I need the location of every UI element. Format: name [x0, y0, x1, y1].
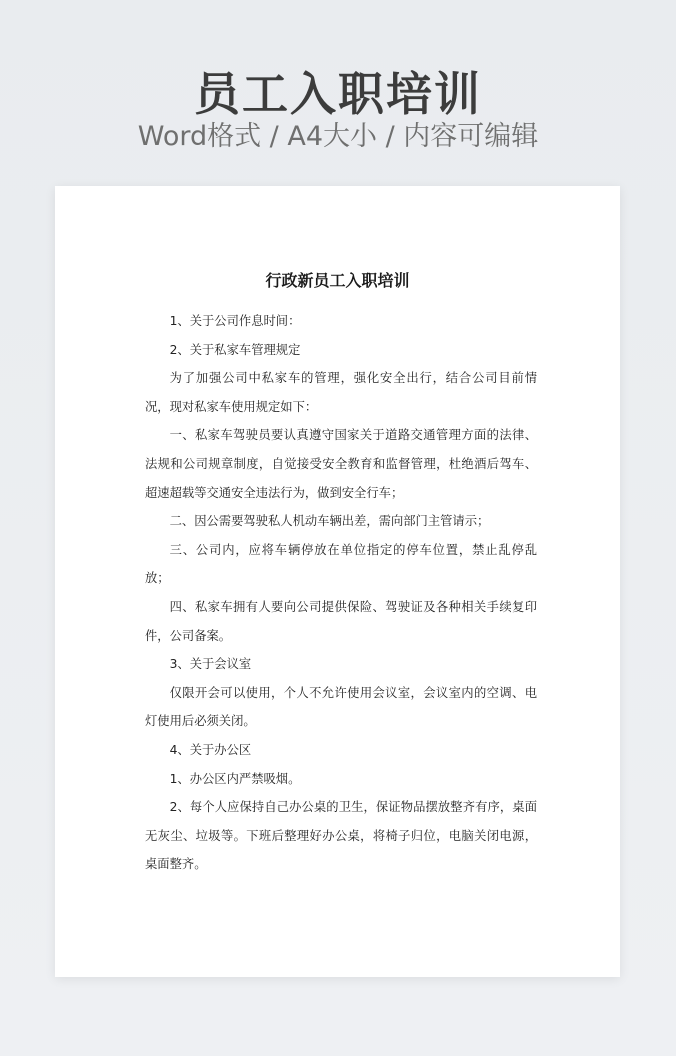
paragraph-rule-2: 二、因公需要驾驶私人机动车辆出差，需向部门主管请示；: [169, 514, 490, 529]
paragraph-rule-4: 四、私家车拥有人要向公司提供保险、驾驶证及各种相关手续复印件，公司备案。: [145, 599, 537, 643]
paragraph-rule-3: 三、公司内，应将车辆停放在单位指定的停车位置，禁止乱停乱放；: [145, 542, 537, 586]
paragraph-rule-1: 一、私家车驾驶员要认真遵守国家关于道路交通管理方面的法律、法规和公司规章制度，自觉接受安全教育和监督管理，杜绝酒后驾车、超速超载等交通安全违法行为，做到安全行车；: [145, 428, 537, 500]
document-body: [145, 307, 537, 879]
paragraph-private-car-heading: 2、关于私家车管理规定: [169, 342, 301, 357]
paragraph-private-car-intro: 为了加强公司中私家车的管理，强化安全出行，结合公司目前情况，现对私家车使用规定如下：: [145, 371, 537, 414]
paragraph-office-rule-1: 1、办公区内严禁吸烟。: [169, 771, 301, 786]
paragraph-meeting-room-rule: 仅限开会可以使用，个人不允许使用会议室，会议室内的空调、电灯使用后必须关闭。: [145, 685, 537, 729]
paragraph-office-heading: 4、关于办公区: [169, 742, 252, 757]
paragraph-work-hours: 1、关于公司作息时间：: [169, 314, 301, 328]
subtitle: Word格式 / A4大小 / 内容可编辑: [137, 121, 539, 152]
paragraph-meeting-room-heading: 3、关于会议室: [169, 657, 252, 672]
document-title: 行政新员工入职培训: [265, 271, 410, 290]
main-title: 员工入职培训: [194, 67, 482, 121]
document-page: [55, 186, 620, 977]
paragraph-office-rule-2: 2、每个人应保持自己办公桌的卫生，保证物品摆放整齐有序，桌面无灰尘、垃圾等。下班后整理好办公桌，将椅子归位，电脑关闭电源，桌面整齐。: [145, 800, 537, 872]
